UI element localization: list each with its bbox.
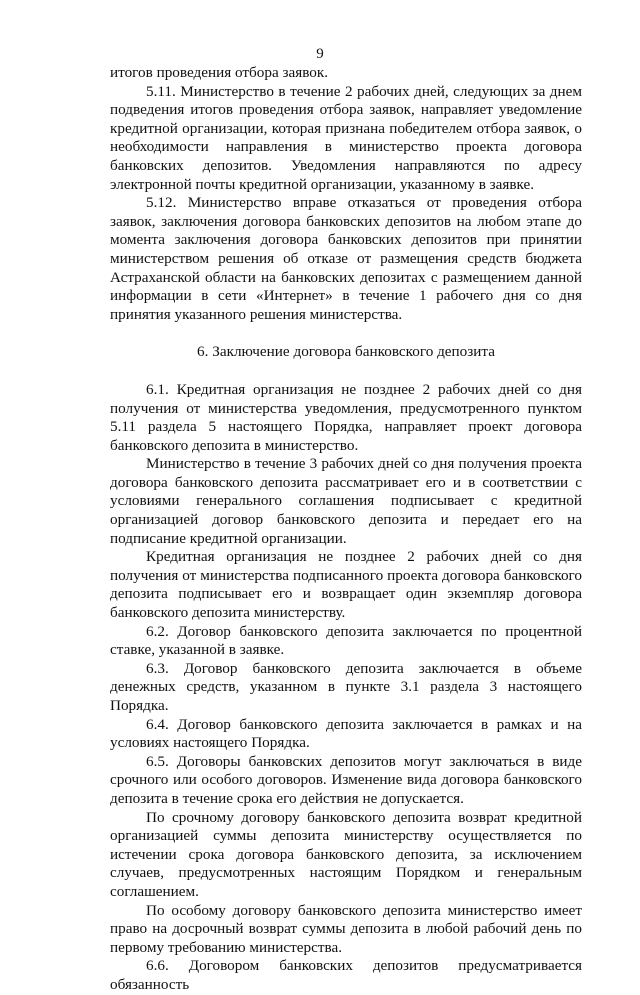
paragraph-6-3: 6.3. Договор банковского депозита заключается в объеме денежных средств, указанном в пункте 3.1 раздела 3 настоящего Порядка. (110, 659, 582, 714)
paragraph-6-5-special: По особому договору банковского депозита министерство имеет право на досрочный возврат суммы депозита в любой рабочий день по первому требованию министерства. (110, 901, 582, 956)
paragraph-6-1-ministry: Министерство в течение 3 рабочих дней со дня получения проекта договора банковского депозита рассматривает его и в соответствии с условиями генерального соглашения подписывает с кредитной организацией договор банковского депозита и передает его на подписание кредитной организации. (110, 455, 582, 547)
paragraph-6-2: 6.2. Договор банковского депозита заключается по процентной ставке, указанной в заявке. (110, 622, 582, 659)
paragraph-5-12: 5.12. Министерство вправе отказаться от проведения отбора заявок, заключения договора банковских депозитов на любом этапе до момента заключения договора банковских депозитов при принятии министерством решения об отказе от размещения средств бюджета Астраханской области на банковских депозитах с размещением данной информации в сети «Интернет» в течение 1 рабочего дня со дня принятия указанного решения министерства. (110, 194, 582, 323)
paragraph-6-5-term: По срочному договору банковского депозита возврат кредитной организацией суммы депозита министерству осуществляется по истечении срока договора банковского депозита, за исключением случаев, предусмотренных настоящим Порядком и генеральным соглашением. (110, 808, 582, 900)
paragraph-6-1-credit-org: Кредитная организация не позднее 2 рабочих дней со дня получения от министерства подписанного проекта договора банковского депозита подписывает его и возвращает один экземпляр договора банковского депозита министерству. (110, 548, 582, 622)
paragraph-5-11: 5.11. Министерство в течение 2 рабочих дней, следующих за днем подведения итогов проведения отбора заявок, направляет уведомление кредитной организации, которая признана победителем отбора заявок, о необходимости направления в министерство проекта договора банковских депозитов. Уведомления направляются по адресу электронной почты кредитной организации, указанному в заявке. (110, 82, 582, 193)
paragraph-6-5: 6.5. Договоры банковских депозитов могут заключаться в виде срочного или особого договоров. Изменение вида договора банковского депозита в течение срока его действия не допускается. (110, 752, 582, 807)
paragraph-continuation: итогов проведения отбора заявок. (110, 64, 329, 81)
paragraph-6-4: 6.4. Договор банковского депозита заключается в рамках и на условиях настоящего Порядка. (110, 715, 582, 752)
page-number: 9 (316, 46, 324, 62)
paragraph-6-1: 6.1. Кредитная организация не позднее 2 рабочих дней со дня получения от министерства уведомления, предусмотренного пунктом 5.11 раздела 5 настоящего Порядка, направляет проект договора банковского депозита в министерство. (110, 380, 582, 454)
document-body (110, 64, 582, 995)
paragraph-6-6: 6.6. Договором банковских депозитов предусматривается обязанность (110, 957, 582, 993)
section-heading: 6. Заключение договора банковского депозита (197, 343, 495, 361)
